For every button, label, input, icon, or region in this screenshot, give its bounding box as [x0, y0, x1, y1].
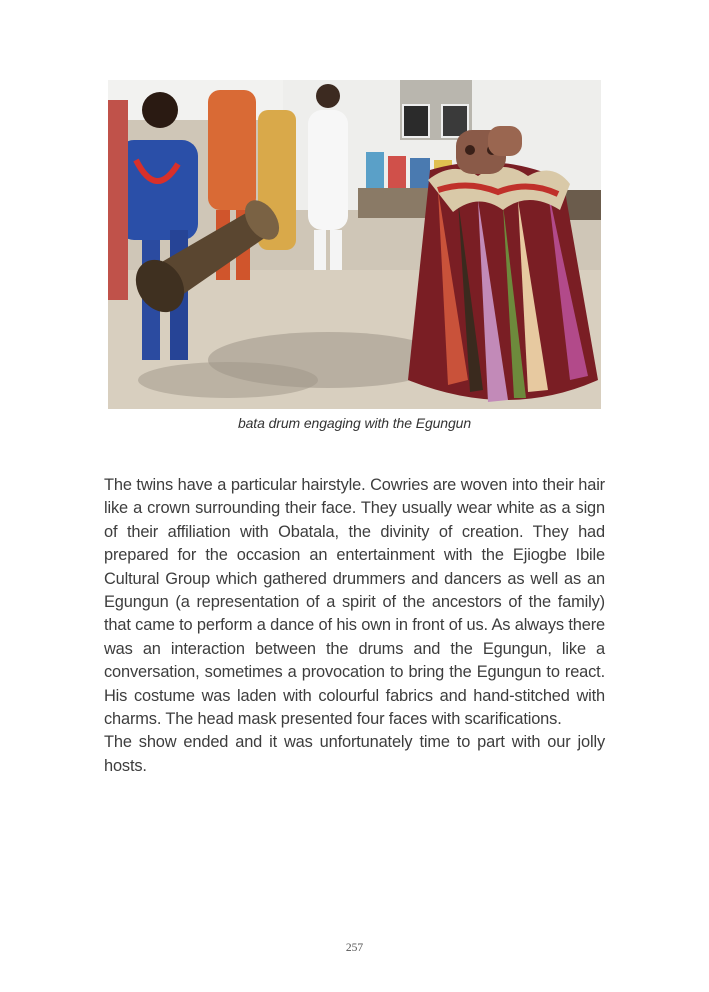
paragraph: The show ended and it was unfortunately time to part with our jolly hosts.: [104, 733, 605, 775]
page-number: 257: [345, 942, 364, 954]
paragraph: The twins have a particular hairstyle. Cowries are woven into their hair like a crown surrounding their face. They usually wear white as a sign of their affiliation with Obatala, the divinity of creation. They had prepared for the occasion an entertainment with the Ejiogbe Ibile Cultural Group which gathered drummers and dancers as well as an Egungun (a representation of a spirit of the ancestors of the family) that came to perform a dance of his own in front of us. As always there was an interaction between the drums and the Egungun, like a conversation, sometimes a provocation to bring the Egungun to react. His costume was laden with colourful fabrics and hand-stitched with charms. The head mask presented four faces with scarifications.: [104, 476, 605, 729]
photo-bata-drum-egungun: [108, 80, 601, 409]
photo-illustration: [108, 80, 601, 409]
body-text: [104, 474, 605, 778]
figure-caption: bata drum engaging with the Egungun: [237, 415, 472, 431]
